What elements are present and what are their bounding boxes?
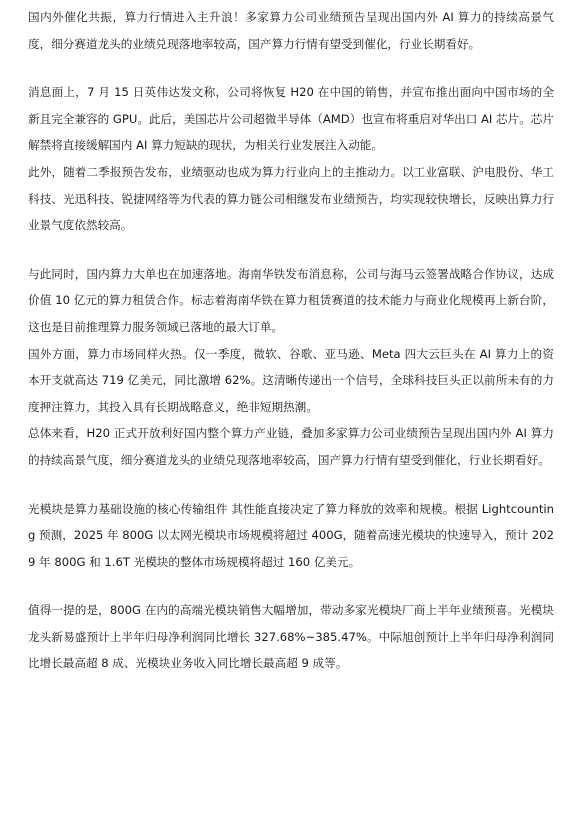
paragraph-optical-earnings: 值得一提的是，800G 在内的高端光模块销售大幅增加，带动多家光模块厂商上半年业绩预喜。光模块龙头新易盛预计上半年归母净利润同比增长 327.68%~385.47%。中际旭创预计上半年归母净利润同比增长最高超 8 成、光模块业务收入同比增长最高超 9 成等。 — [28, 603, 554, 671]
paragraph-summary-intro: 国内外催化共振，算力行情进入主升浪！多家算力公司业绩预告呈现出国内外 AI 算力的持续高景气度，细分赛道龙头的业绩兑现落地率较高，国产算力行情有望受到催化，行业长期看好。 — [28, 10, 554, 51]
article-body — [28, 4, 554, 677]
paragraph-domestic-orders: 与此同时，国内算力大单也在加速落地。海南华铁发布消息称，公司与海马云签署战略合作协议，达成价值 10 亿元的算力租赁合作。标志着海南华铁在算力租赁赛道的技术能力与商业化规模再上新台阶，这也是目前推理算力服务领域已落地的最大订单。 — [28, 266, 554, 334]
paragraph-q2-earnings: 此外，随着二季报预告发布，业绩驱动也成为算力行业向上的主推动力。以工业富联、沪电股份、华工科技、光迅科技、锐捷网络等为代表的算力链公司相继发布业绩预告，均实现较快增长，反映出算力行业景气度依然较高。 — [28, 164, 554, 233]
paragraph-optical-modules: 光模块是算力基础设施的核心传输组件 其性能直接决定了算力释放的效率和规模。根据 Lightcounting 预测，2025 年 800G 以太网光模块市场规模将超过 400G，随着高速光模块的快速导入，预计 2029 年 800G 和 1.6T 光模块的整体市场规模将超过 160 亿美元。 — [28, 501, 554, 569]
paragraph-overseas-capex: 国外方面，算力市场同样火热。仅一季度，微软、谷歌、亚马逊、Meta 四大云巨头在 AI 算力上的资本开支就高达 719 亿美元，同比激增 62%。这清晰传递出一个信号，全球科技巨头正以前所未有的力度押注算力，其投入具有长期战略意义，绝非短期热潮。 — [28, 346, 554, 414]
paragraph-nvidia-h20: 消息面上，7 月 15 日英伟达发文称，公司将恢复 H20 在中国的销售，并宣布推出面向中国市场的全新且完全兼容的 GPU。此后，美国芯片公司超微半导体（AMD）也宣布将重启对华出口 AI 芯片。芯片解禁将直接缓解国内 AI 算力短缺的现状，为相关行业发展注入动能。 — [28, 85, 554, 153]
paragraph-overall-summary: 总体来看，H20 正式开放利好国内整个算力产业链，叠加多家算力公司业绩预告呈现出国内外 AI 算力的持续高景气度，细分赛道龙头的业绩兑现落地率较高，国产算力行情有望受到催化，行业长期看好。 — [28, 426, 554, 467]
